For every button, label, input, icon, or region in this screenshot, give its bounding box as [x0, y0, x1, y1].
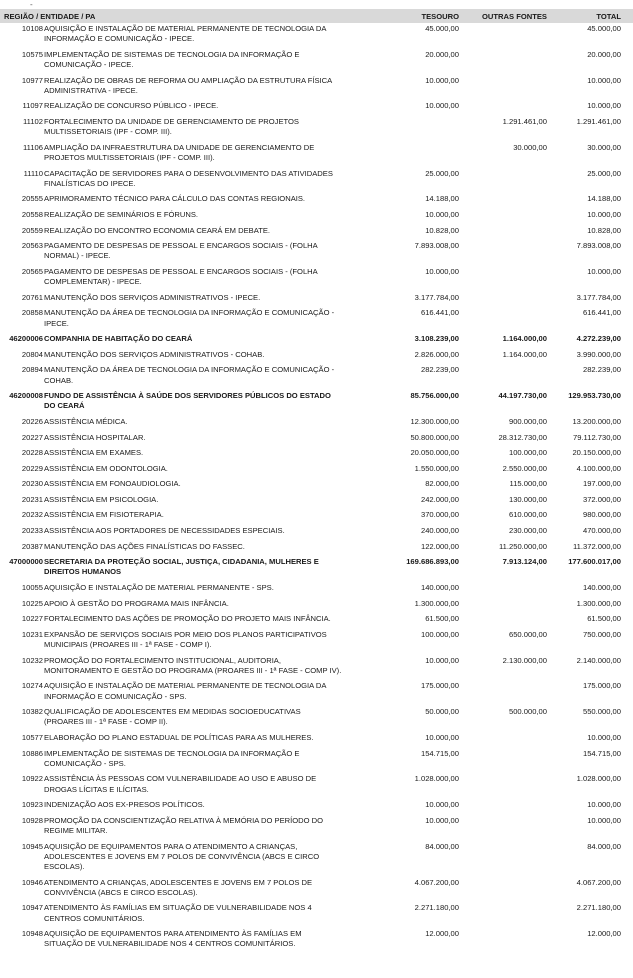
row-description: ATENDIMENTO ÀS FAMÍLIAS EM SITUAÇÃO DE VULNERABILIDADE NOS 4 CENTROS COMUNITÁRIOS. — [44, 903, 312, 923]
row-tesouro: 82.000,00 — [425, 479, 459, 489]
table-row — [0, 417, 633, 427]
row-tesouro: 50.000,00 — [425, 707, 459, 717]
row-outras-fontes: 7.913.124,00 — [502, 557, 547, 567]
row-description: ELABORAÇÃO DO PLANO ESTADUAL DE POLÍTICAS PARA AS MULHERES. — [44, 733, 314, 743]
row-code: 20761 — [21, 292, 43, 302]
row-tesouro: 4.067.200,00 — [414, 877, 459, 887]
row-tesouro: 122.000,00 — [420, 541, 459, 551]
row-description: REALIZAÇÃO DE OBRAS DE REFORMA OU AMPLIAÇÃO DA ESTRUTURA FÍSICA ADMINISTRATIVA - IPECE. — [44, 75, 332, 95]
row-tesouro: 3.108.239,00 — [414, 334, 459, 344]
row-total: 11.372.000,00 — [573, 541, 621, 551]
row-outras-fontes: 100.000,00 — [508, 448, 547, 458]
row-tesouro: 282.239,00 — [420, 365, 459, 375]
row-code: 10928 — [21, 815, 43, 825]
row-code: 20558 — [21, 209, 43, 219]
row-description: FORTALECIMENTO DAS AÇÕES DE PROMOÇÃO DO PROJETO MAIS INFÂNCIA. — [44, 614, 331, 624]
row-tesouro: 84.000,00 — [425, 841, 459, 851]
row-tesouro: 7.893.008,00 — [414, 241, 459, 251]
row-tesouro: 242.000,00 — [420, 494, 459, 504]
row-description: IMPLEMENTAÇÃO DE SISTEMAS DE TECNOLOGIA DA INFORMAÇÃO E COMUNICAÇÃO - SPS. — [44, 748, 300, 768]
row-description: IMPLEMENTAÇÃO DE SISTEMAS DE TECNOLOGIA DA INFORMAÇÃO E COMUNICAÇÃO - IPECE. — [44, 49, 300, 69]
row-total: 616.441,00 — [582, 308, 621, 318]
row-code: 20858 — [21, 308, 43, 318]
row-tesouro: 10.000,00 — [425, 266, 459, 276]
row-total: 140.000,00 — [582, 583, 621, 593]
row-code: 11102 — [23, 116, 43, 126]
row-total: 3.177.784,00 — [576, 292, 621, 302]
row-tesouro: 10.000,00 — [425, 655, 459, 665]
table-row — [0, 350, 633, 360]
row-total: 30.000,00 — [587, 142, 621, 152]
row-total: 10.000,00 — [587, 101, 621, 111]
row-description: AQUISIÇÃO DE EQUIPAMENTOS PARA ATENDIMENTO ÀS FAMÍLIAS EM SITUAÇÃO DE VULNERABILIDADE NOS 4 CENTROS COMUNITÁRIOS. — [44, 929, 302, 949]
row-description: ASSISTÊNCIA EM FONOAUDIOLOGIA. — [44, 479, 181, 489]
row-description: FORTALECIMENTO DA UNIDADE DE GERENCIAMENTO DE PROJETOS MULTISSETORIAIS (IPF - COMP. III). — [44, 116, 299, 137]
row-code: 10948 — [21, 929, 43, 939]
row-code: 20233 — [21, 526, 43, 536]
row-description: EXPANSÃO DE SERVIÇOS SOCIAIS POR MEIO DOS PLANOS PARTICIPATIVOS MUNICIPAIS (PROARES III - 1ª FASE - COMP I). — [44, 629, 327, 650]
page-mark: - — [30, 0, 33, 9]
row-code: 20555 — [21, 194, 43, 204]
row-description: AQUISIÇÃO DE EQUIPAMENTOS PARA O ATENDIMENTO A CRIANÇAS, ADOLESCENTES E JOVENS EM 7 POLOS DE CONVIVÊNCIA (ABCS E CIRCO ESCOLAS). — [44, 841, 320, 872]
table-row — [0, 101, 633, 111]
row-tesouro: 50.800.000,00 — [410, 432, 459, 442]
row-description: MANUTENÇÃO DAS AÇÕES FINALÍSTICAS DO FASSEC. — [44, 541, 245, 551]
row-code: 20559 — [21, 225, 43, 235]
row-total: 177.600.017,00 — [568, 557, 621, 567]
row-outras-fontes: 230.000,00 — [508, 526, 547, 536]
header-region-entity: REGIÃO / ENTIDADE / PA — [4, 12, 96, 21]
row-total: 13.200.000,00 — [572, 416, 621, 426]
row-code: 20232 — [21, 510, 43, 520]
table-row — [0, 816, 633, 836]
row-tesouro: 616.441,00 — [420, 308, 459, 318]
row-code: 47000000 — [9, 557, 43, 567]
row-description: ASSISTÊNCIA EM EXAMES. — [44, 448, 144, 458]
table-row — [0, 542, 633, 552]
table-row — [0, 50, 633, 70]
row-description: INDENIZAÇÃO AOS EX-PRESOS POLÍTICOS. — [44, 800, 205, 810]
row-description: FUNDO DE ASSISTÊNCIA À SAÚDE DOS SERVIDORES PÚBLICOS DO ESTADO DO CEARÁ — [44, 391, 331, 411]
row-tesouro: 20.000,00 — [425, 49, 459, 59]
row-total: 550.000,00 — [582, 707, 621, 717]
row-total: 4.272.239,00 — [576, 334, 621, 344]
row-tesouro: 100.000,00 — [420, 629, 459, 639]
row-total: 129.953.730,00 — [568, 391, 621, 401]
row-description: ASSISTÊNCIA HOSPITALAR. — [44, 432, 146, 442]
row-outras-fontes: 28.312.730,00 — [498, 432, 547, 442]
table-row — [0, 583, 633, 593]
row-outras-fontes: 130.000,00 — [508, 494, 547, 504]
row-tesouro: 1.300.000,00 — [414, 598, 459, 608]
row-tesouro: 175.000,00 — [420, 681, 459, 691]
row-description: REALIZAÇÃO DO ENCONTRO ECONOMIA CEARÁ EM DEBATE. — [44, 225, 271, 235]
table-row — [0, 630, 633, 650]
header-total: TOTAL — [596, 12, 621, 21]
row-total: 1.291.461,00 — [576, 116, 621, 126]
row-tesouro: 14.188,00 — [425, 194, 459, 204]
row-total: 750.000,00 — [582, 629, 621, 639]
row-code: 10231 — [21, 629, 43, 639]
row-tesouro: 1.028.000,00 — [414, 774, 459, 784]
row-outras-fontes: 1.164.000,00 — [502, 349, 547, 359]
row-description: ASSISTÊNCIA EM ODONTOLOGIA. — [44, 463, 168, 473]
row-tesouro: 12.000,00 — [425, 929, 459, 939]
table-row — [0, 599, 633, 609]
row-code: 10055 — [21, 583, 43, 593]
row-tesouro: 2.271.180,00 — [414, 903, 459, 913]
table-row — [0, 681, 633, 701]
table-row — [0, 76, 633, 96]
row-code: 20565 — [21, 266, 43, 276]
row-tesouro: 154.715,00 — [420, 748, 459, 758]
row-outras-fontes: 1.164.000,00 — [502, 334, 547, 344]
row-total: 10.000,00 — [587, 209, 621, 219]
row-total: 4.067.200,00 — [576, 877, 621, 887]
row-description: AQUISIÇÃO E INSTALAÇÃO DE MATERIAL PERMANENTE DE TECNOLOGIA DA INFORMAÇÃO E COMUNICAÇÃO - SPS. — [44, 681, 327, 701]
row-description: ASSISTÊNCIA MÉDICA. — [44, 416, 128, 426]
table-row — [0, 749, 633, 769]
row-code: 11110 — [23, 168, 43, 178]
row-outras-fontes: 115.000,00 — [509, 479, 547, 489]
row-code: 20227 — [21, 432, 43, 442]
row-total: 79.112.730,00 — [573, 432, 621, 442]
row-description: REALIZAÇÃO DE SEMINÁRIOS E FÓRUNS. — [44, 209, 199, 219]
row-total: 10.000,00 — [587, 266, 621, 276]
row-tesouro: 10.000,00 — [425, 101, 459, 111]
row-description: MANUTENÇÃO DOS SERVIÇOS ADMINISTRATIVOS - IPECE. — [44, 292, 261, 302]
row-tesouro: 85.756.000,00 — [410, 391, 459, 401]
table-row — [0, 929, 633, 949]
row-total: 10.000,00 — [587, 815, 621, 825]
entity-row — [0, 391, 633, 411]
table-row — [0, 614, 633, 624]
table-row — [0, 241, 633, 261]
row-code: 10227 — [21, 614, 43, 624]
row-code: 20563 — [21, 241, 43, 251]
table-row — [0, 169, 633, 189]
row-tesouro: 2.826.000,00 — [414, 349, 459, 359]
row-code: 10225 — [21, 598, 43, 608]
table-row — [0, 774, 633, 794]
table-row — [0, 903, 633, 923]
row-code: 10575 — [21, 49, 43, 59]
row-code: 10577 — [21, 733, 43, 743]
row-code: 20804 — [21, 349, 43, 359]
row-outras-fontes: 2.550.000,00 — [502, 463, 547, 473]
row-total: 61.500,00 — [587, 614, 621, 624]
table-row — [0, 210, 633, 220]
row-tesouro: 10.000,00 — [425, 75, 459, 85]
row-tesouro: 10.000,00 — [425, 800, 459, 810]
row-total: 372.000,00 — [582, 494, 621, 504]
row-tesouro: 20.050.000,00 — [410, 448, 459, 458]
row-code: 10382 — [21, 707, 43, 717]
row-code: 11097 — [22, 101, 43, 111]
header-outras-fontes: OUTRAS FONTES — [482, 12, 547, 21]
row-outras-fontes: 900.000,00 — [508, 416, 547, 426]
row-total: 3.990.000,00 — [576, 349, 621, 359]
row-tesouro: 140.000,00 — [420, 583, 459, 593]
row-total: 1.028.000,00 — [576, 774, 621, 784]
row-tesouro: 45.000,00 — [425, 24, 459, 33]
row-description: AQUISIÇÃO E INSTALAÇÃO DE MATERIAL PERMANENTE DE TECNOLOGIA DA INFORMAÇÃO E COMUNICAÇÃO - IPECE. — [44, 24, 327, 44]
entity-row — [0, 334, 633, 344]
row-total: 10.000,00 — [587, 800, 621, 810]
row-total: 14.188,00 — [587, 194, 621, 204]
row-description: CAPACITAÇÃO DE SERVIDORES PARA O DESENVOLVIMENTO DAS ATIVIDADES FINALÍSTICAS DO IPECE. — [44, 168, 333, 188]
row-tesouro: 10.000,00 — [425, 209, 459, 219]
row-description: PROMOÇÃO DO FORTALECIMENTO INSTITUCIONAL, AUDITORIA, MONITORAMENTO E GESTÃO DO PROGRAMA (PROARES III - 1ª FASE - COMP IV). — [44, 655, 342, 675]
table-row — [0, 526, 633, 536]
row-code: 10947 — [21, 903, 43, 913]
row-code: 10108 — [21, 24, 43, 33]
row-code: 10886 — [21, 748, 43, 758]
row-total: 470.000,00 — [582, 526, 621, 536]
row-total: 2.140.000,00 — [576, 655, 621, 665]
row-tesouro: 1.550.000,00 — [414, 463, 459, 473]
row-total: 282.239,00 — [582, 365, 621, 375]
table-row — [0, 878, 633, 898]
row-total: 175.000,00 — [582, 681, 621, 691]
row-tesouro: 3.177.784,00 — [414, 292, 459, 302]
row-description: ASSISTÊNCIA AOS PORTADORES DE NECESSIDADES ESPECIAIS. — [44, 526, 285, 536]
table-row — [0, 226, 633, 236]
row-total: 7.893.008,00 — [576, 241, 621, 251]
row-description: APRIMORAMENTO TÉCNICO PARA CÁLCULO DAS CONTAS REGIONAIS. — [44, 194, 306, 204]
table-row — [0, 800, 633, 810]
row-code: 20231 — [21, 494, 43, 504]
table-row — [0, 308, 633, 328]
row-description: SECRETARIA DA PROTEÇÃO SOCIAL, JUSTIÇA, CIDADANIA, MULHERES E DIREITOS HUMANOS — [44, 557, 319, 577]
table-row — [0, 656, 633, 676]
row-code: 10977 — [21, 75, 43, 85]
table-row — [0, 464, 633, 474]
row-outras-fontes: 30.000,00 — [513, 142, 547, 152]
row-code: 46200008 — [9, 391, 43, 401]
table-row — [0, 707, 633, 727]
row-code: 10946 — [21, 877, 43, 887]
budget-table-body — [0, 24, 633, 955]
row-total: 154.715,00 — [582, 748, 621, 758]
row-code: 20387 — [21, 541, 43, 551]
table-row — [0, 510, 633, 520]
row-description: PAGAMENTO DE DESPESAS DE PESSOAL E ENCARGOS SOCIAIS - (FOLHA COMPLEMENTAR) - IPECE. — [44, 266, 318, 287]
row-description: ASSISTÊNCIA ÀS PESSOAS COM VULNERABILIDADE AO USO E ABUSO DE DROGAS LÍCITAS E ILÍCITAS. — [44, 774, 317, 794]
row-description: PAGAMENTO DE DESPESAS DE PESSOAL E ENCARGOS SOCIAIS - (FOLHA NORMAL) - IPECE. — [44, 241, 318, 261]
row-tesouro: 10.000,00 — [425, 815, 459, 825]
row-total: 10.000,00 — [587, 733, 621, 743]
row-tesouro: 10.000,00 — [425, 733, 459, 743]
row-tesouro: 10.828,00 — [425, 225, 459, 235]
row-tesouro: 370.000,00 — [420, 510, 459, 520]
row-outras-fontes: 44.197.730,00 — [498, 391, 547, 401]
row-tesouro: 25.000,00 — [425, 168, 459, 178]
row-total: 10.000,00 — [587, 75, 621, 85]
row-description: MANUTENÇÃO DA ÁREA DE TECNOLOGIA DA INFORMAÇÃO E COMUNICAÇÃO - IPECE. — [44, 308, 335, 328]
table-row — [0, 194, 633, 204]
table-row — [0, 143, 633, 163]
table-header — [0, 9, 633, 23]
row-total: 45.000,00 — [587, 24, 621, 33]
row-total: 197.000,00 — [582, 479, 621, 489]
row-outras-fontes: 11.250.000,00 — [499, 541, 547, 551]
row-description: MANUTENÇÃO DOS SERVIÇOS ADMINISTRATIVOS - COHAB. — [44, 349, 265, 359]
table-row — [0, 365, 633, 385]
table-row — [0, 24, 633, 44]
row-code: 10232 — [21, 655, 43, 665]
row-code: 20226 — [21, 416, 43, 426]
table-row — [0, 117, 633, 137]
table-row — [0, 267, 633, 287]
row-code: 10945 — [21, 841, 43, 851]
row-tesouro: 12.300.000,00 — [410, 416, 459, 426]
row-total: 10.828,00 — [587, 225, 621, 235]
header-tesouro: TESOURO — [421, 12, 459, 21]
row-code: 20894 — [21, 365, 43, 375]
table-row — [0, 479, 633, 489]
row-total: 2.271.180,00 — [576, 903, 621, 913]
table-row — [0, 293, 633, 303]
row-description: ATENDIMENTO A CRIANÇAS, ADOLESCENTES E JOVENS EM 7 POLOS DE CONVIVÊNCIA (ABCS E CIRCO ESCOLAS). — [44, 877, 313, 897]
row-total: 4.100.000,00 — [576, 463, 621, 473]
row-total: 1.300.000,00 — [576, 598, 621, 608]
table-row — [0, 433, 633, 443]
row-total: 20.150.000,00 — [572, 448, 621, 458]
table-row — [0, 733, 633, 743]
row-code: 10922 — [21, 774, 43, 784]
row-description: AQUISIÇÃO E INSTALAÇÃO DE MATERIAL PERMANENTE - SPS. — [44, 583, 274, 593]
row-code: 20230 — [21, 479, 43, 489]
row-outras-fontes: 650.000,00 — [508, 629, 547, 639]
entity-row — [0, 557, 633, 577]
row-description: AMPLIAÇÃO DA INFRAESTRUTURA DA UNIDADE DE GERENCIAMENTO DE PROJETOS MULTISSETORIAIS (IPF - COMP. III). — [44, 142, 315, 162]
row-code: 11106 — [23, 142, 43, 152]
row-code: 10923 — [21, 800, 43, 810]
row-tesouro: 61.500,00 — [425, 614, 459, 624]
row-description: APOIO À GESTÃO DO PROGRAMA MAIS INFÂNCIA. — [44, 598, 229, 608]
row-outras-fontes: 2.130.000,00 — [502, 655, 547, 665]
row-description: PROMOÇÃO DA CONSCIENTIZAÇÃO RELATIVA À MEMÓRIA DO PERÍODO DO REGIME MILITAR. — [44, 815, 324, 836]
row-total: 12.000,00 — [587, 929, 621, 939]
row-description: REALIZAÇÃO DE CONCURSO PÚBLICO - IPECE. — [44, 101, 219, 111]
row-outras-fontes: 1.291.461,00 — [502, 116, 547, 126]
row-total: 84.000,00 — [587, 841, 621, 851]
row-code: 46200006 — [9, 334, 43, 344]
row-code: 20229 — [21, 463, 43, 473]
row-description: QUALIFICAÇÃO DE ADOLESCENTES EM MEDIDAS SOCIOEDUCATIVAS (PROARES III - 1ª FASE - COMP II). — [44, 707, 301, 727]
table-row — [0, 448, 633, 458]
row-outras-fontes: 610.000,00 — [508, 510, 547, 520]
row-total: 980.000,00 — [582, 510, 621, 520]
row-description: COMPANHIA DE HABITAÇÃO DO CEARÁ — [44, 334, 193, 344]
row-code: 20228 — [21, 448, 43, 458]
row-outras-fontes: 500.000,00 — [508, 707, 547, 717]
table-row — [0, 495, 633, 505]
row-description: MANUTENÇÃO DA ÁREA DE TECNOLOGIA DA INFORMAÇÃO E COMUNICAÇÃO - COHAB. — [44, 365, 335, 385]
table-row — [0, 842, 633, 873]
row-tesouro: 240.000,00 — [420, 526, 459, 536]
row-total: 25.000,00 — [587, 168, 621, 178]
row-code: 10274 — [21, 681, 43, 691]
row-description: ASSISTÊNCIA EM PSICOLOGIA. — [44, 494, 159, 504]
row-description: ASSISTÊNCIA EM FISIOTERAPIA. — [44, 510, 164, 520]
row-total: 20.000,00 — [587, 49, 621, 59]
row-tesouro: 169.686.893,00 — [406, 557, 459, 567]
